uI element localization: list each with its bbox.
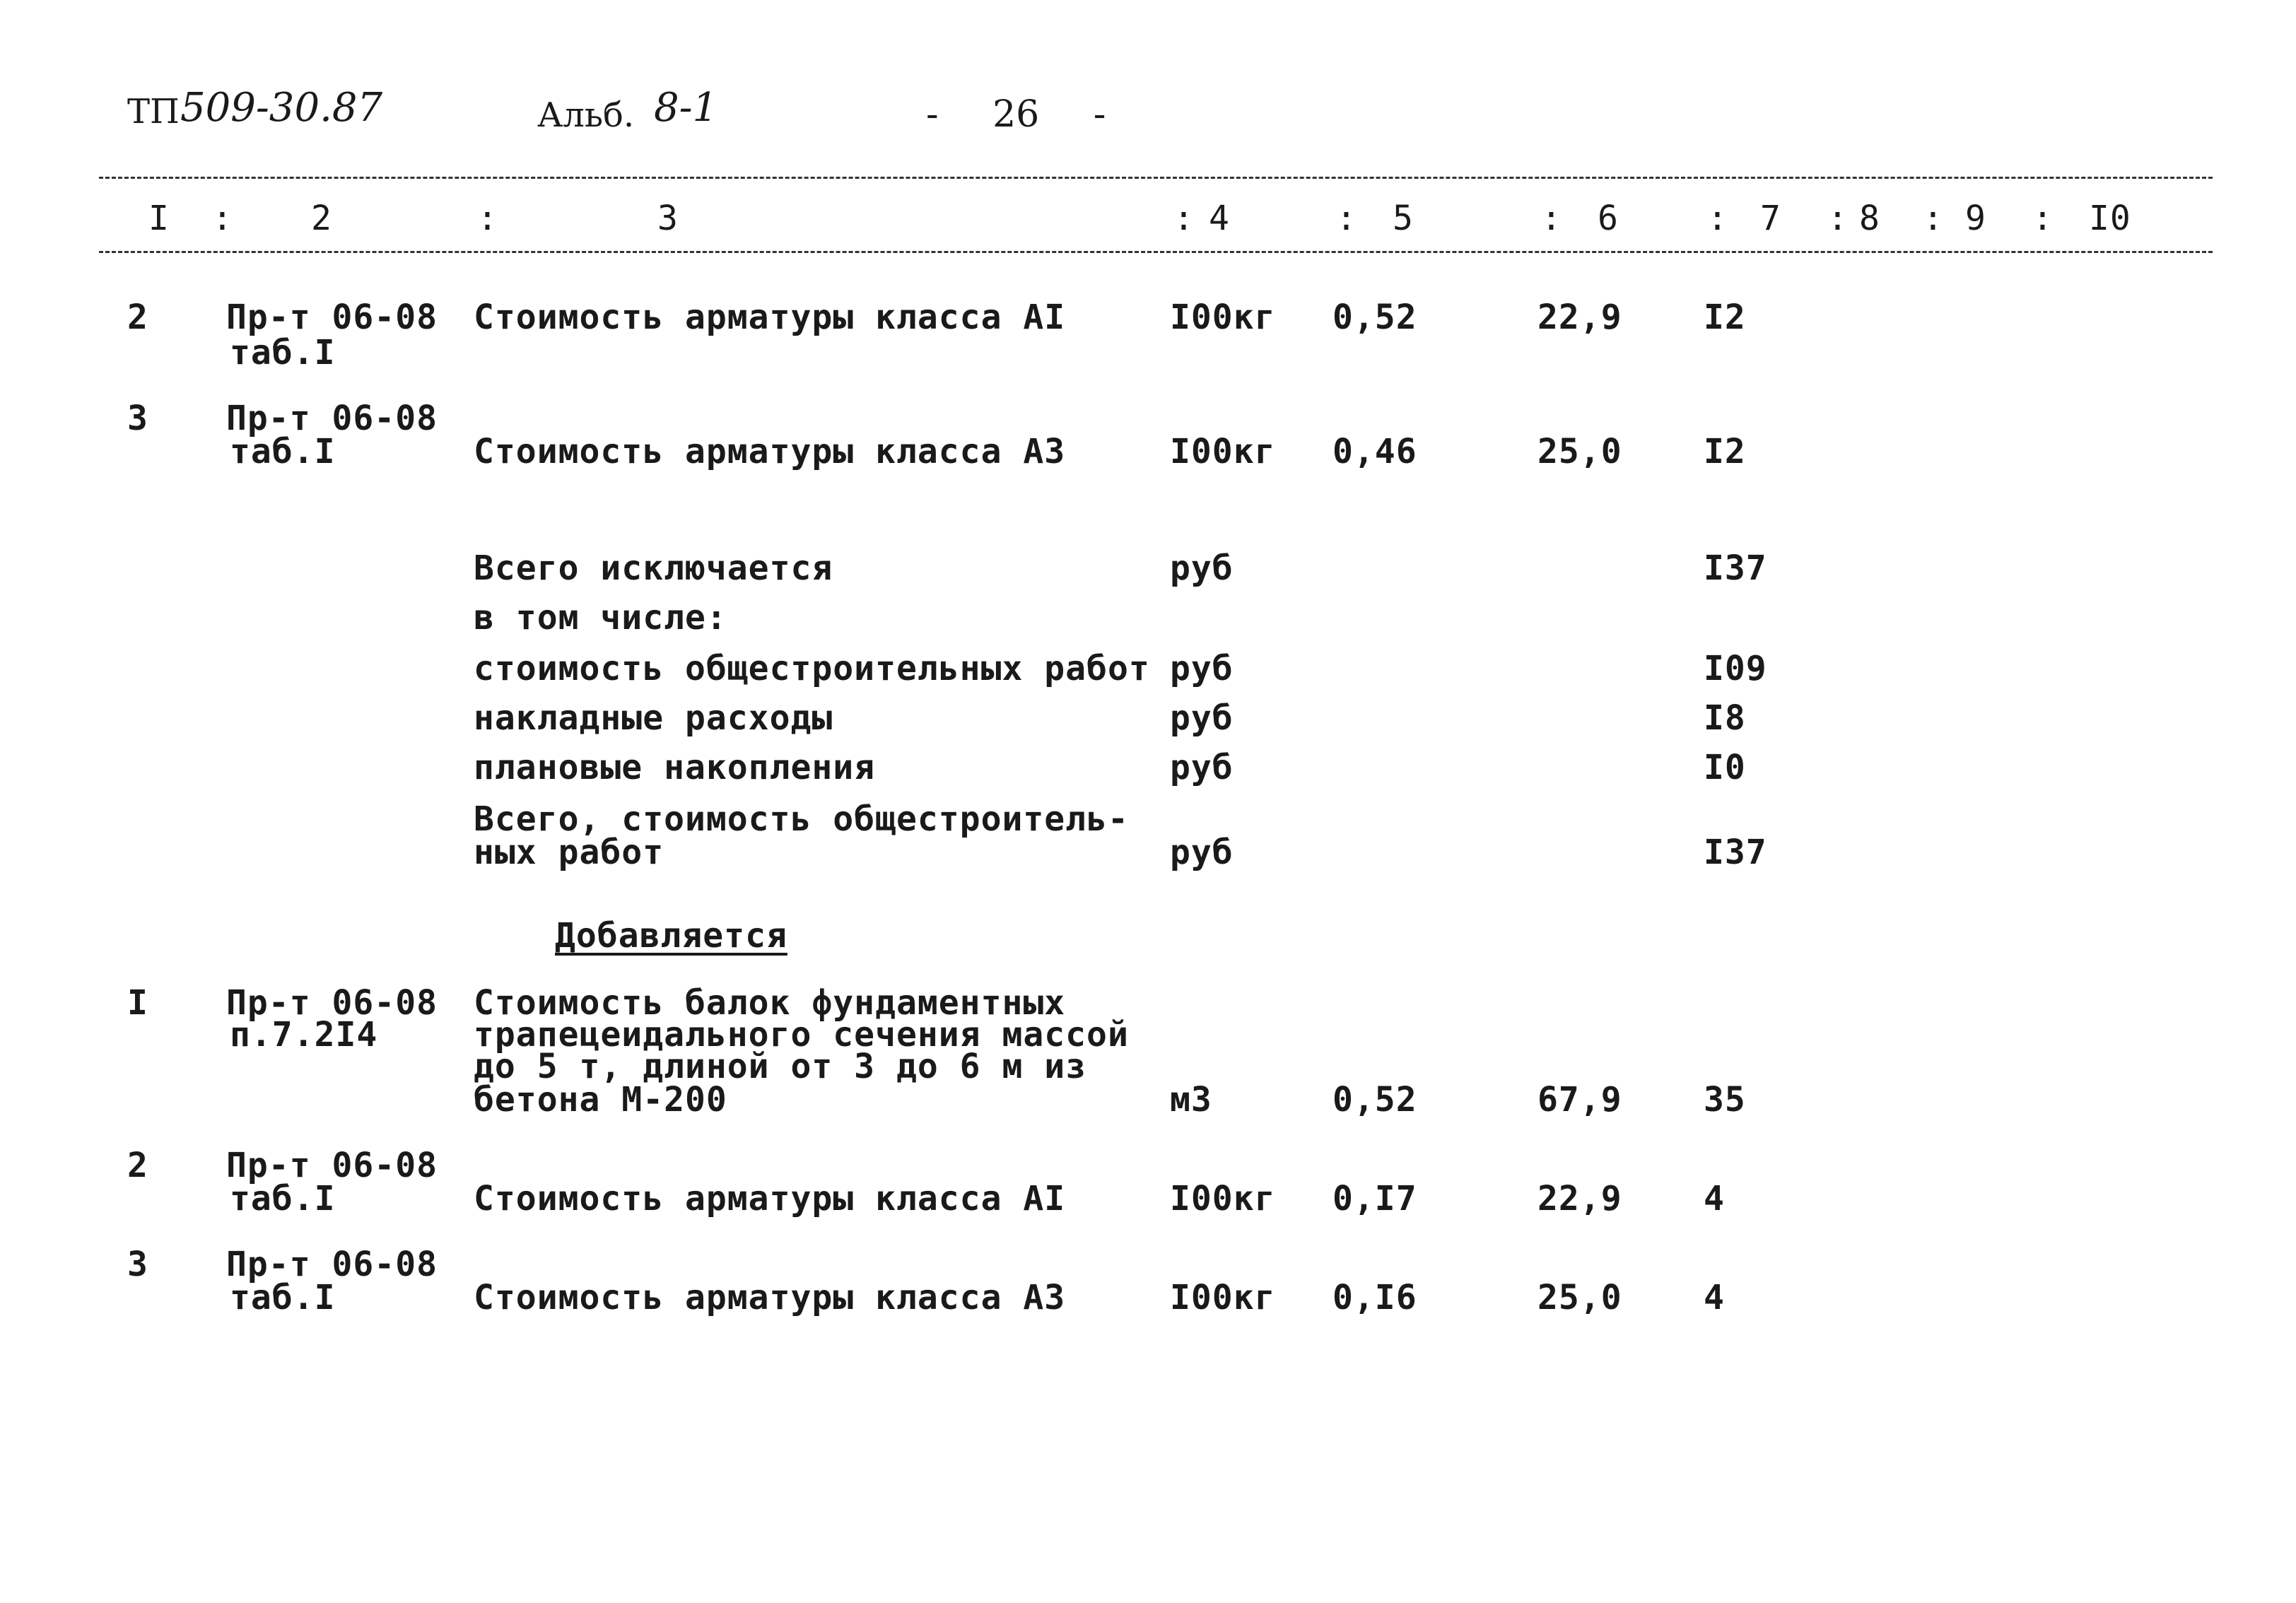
header-rule-top [99, 177, 2213, 179]
row-ref-sub: таб.I [230, 333, 336, 372]
row-num: I [127, 983, 148, 1023]
row-unit: I00кг [1170, 1179, 1276, 1219]
col-header-10: I0 [2089, 199, 2131, 238]
album-number: 8-1 [654, 85, 718, 131]
row-unit: м3 [1170, 1080, 1212, 1120]
col-header-8: 8 [1859, 199, 1880, 238]
col-sep: : [1707, 199, 1728, 238]
col-header-2: 2 [311, 199, 332, 238]
row-unit: I00кг [1170, 432, 1276, 471]
row-qty: 0,52 [1332, 1080, 1417, 1120]
row-ref-sub: таб.I [230, 432, 336, 471]
col-header-5: 5 [1393, 199, 1414, 238]
col-sep: : [1541, 199, 1562, 238]
row-unit: I00кг [1170, 1278, 1276, 1317]
col-header-6: 6 [1598, 199, 1619, 238]
row-qty: 0,I7 [1332, 1179, 1417, 1219]
page-number: - 26 - [926, 93, 1106, 136]
row-cost: 35 [1704, 1080, 1746, 1120]
row-desc: Стоимость арматуры класса АI [474, 1179, 1066, 1219]
row-ref: Пр-т 06-08 [226, 983, 438, 1023]
row-price: 67,9 [1538, 1080, 1622, 1120]
row-cost: I2 [1704, 298, 1746, 337]
tp-number: 509-30.87 [180, 85, 383, 131]
row-desc: Стоимость балок фундаментных [474, 983, 1066, 1023]
col-sep: : [2032, 199, 2054, 238]
row-cost: 4 [1704, 1278, 1725, 1317]
row-desc: Стоимость арматуры класса А3 [474, 432, 1066, 471]
summary-desc: стоимость общестроительных работ [474, 649, 1150, 688]
row-qty: 0,I6 [1332, 1278, 1417, 1317]
summary-desc-cont: ных работ [474, 833, 664, 872]
col-header-1: I [148, 199, 170, 238]
row-num: 2 [127, 298, 148, 337]
section-title: Добавляется [555, 916, 787, 956]
row-desc: трапецеидального сечения массой [474, 1015, 1129, 1055]
row-cost: I2 [1704, 432, 1746, 471]
row-cost: 4 [1704, 1179, 1725, 1219]
summary-desc: накладные расходы [474, 698, 833, 738]
summary-desc: в том числе: [474, 598, 727, 638]
col-header-7: 7 [1760, 199, 1781, 238]
row-price: 25,0 [1538, 432, 1622, 471]
row-ref-sub: таб.I [230, 1278, 336, 1317]
summary-unit: руб [1170, 649, 1234, 688]
col-header-3: 3 [657, 199, 679, 238]
col-sep: : [477, 199, 498, 238]
summary-desc: плановые накопления [474, 748, 876, 787]
summary-cost: I0 [1704, 748, 1746, 787]
row-price: 22,9 [1538, 1179, 1622, 1219]
row-num: 3 [127, 399, 148, 438]
row-qty: 0,46 [1332, 432, 1417, 471]
summary-unit: руб [1170, 698, 1234, 738]
col-sep: : [1923, 199, 1944, 238]
col-sep: : [1173, 199, 1195, 238]
row-qty: 0,52 [1332, 298, 1417, 337]
col-sep: : [1827, 199, 1849, 238]
col-header-9: 9 [1965, 199, 1986, 238]
summary-cost: I8 [1704, 698, 1746, 738]
col-sep: : [1336, 199, 1357, 238]
row-ref-sub: таб.I [230, 1179, 336, 1219]
summary-cost: I37 [1704, 548, 1767, 588]
col-sep: : [212, 199, 233, 238]
row-price: 25,0 [1538, 1278, 1622, 1317]
row-ref: Пр-т 06-08 [226, 298, 438, 337]
summary-desc: Всего исключается [474, 548, 833, 588]
row-num: 2 [127, 1146, 148, 1185]
summary-cost: I37 [1704, 833, 1767, 872]
tp-prefix: ТП [127, 92, 180, 131]
row-num: 3 [127, 1245, 148, 1284]
summary-unit: руб [1170, 833, 1234, 872]
summary-unit: руб [1170, 548, 1234, 588]
summary-desc: Всего, стоимость общестроитель- [474, 799, 1129, 839]
row-ref: Пр-т 06-08 [226, 1146, 438, 1185]
row-desc: до 5 т, длиной от 3 до 6 м из [474, 1047, 1087, 1086]
row-price: 22,9 [1538, 298, 1622, 337]
row-unit: I00кг [1170, 298, 1276, 337]
row-desc: Стоимость арматуры класса А3 [474, 1278, 1066, 1317]
summary-unit: руб [1170, 748, 1234, 787]
row-ref: Пр-т 06-08 [226, 1245, 438, 1284]
album-prefix: Альб. [537, 95, 635, 135]
row-desc: Стоимость арматуры класса АI [474, 298, 1066, 337]
row-ref-sub: п.7.2I4 [230, 1015, 378, 1055]
row-desc: бетона М-200 [474, 1080, 727, 1120]
row-ref: Пр-т 06-08 [226, 399, 438, 438]
col-header-4: 4 [1209, 199, 1230, 238]
summary-cost: I09 [1704, 649, 1767, 688]
header-rule-bottom [99, 251, 2213, 253]
